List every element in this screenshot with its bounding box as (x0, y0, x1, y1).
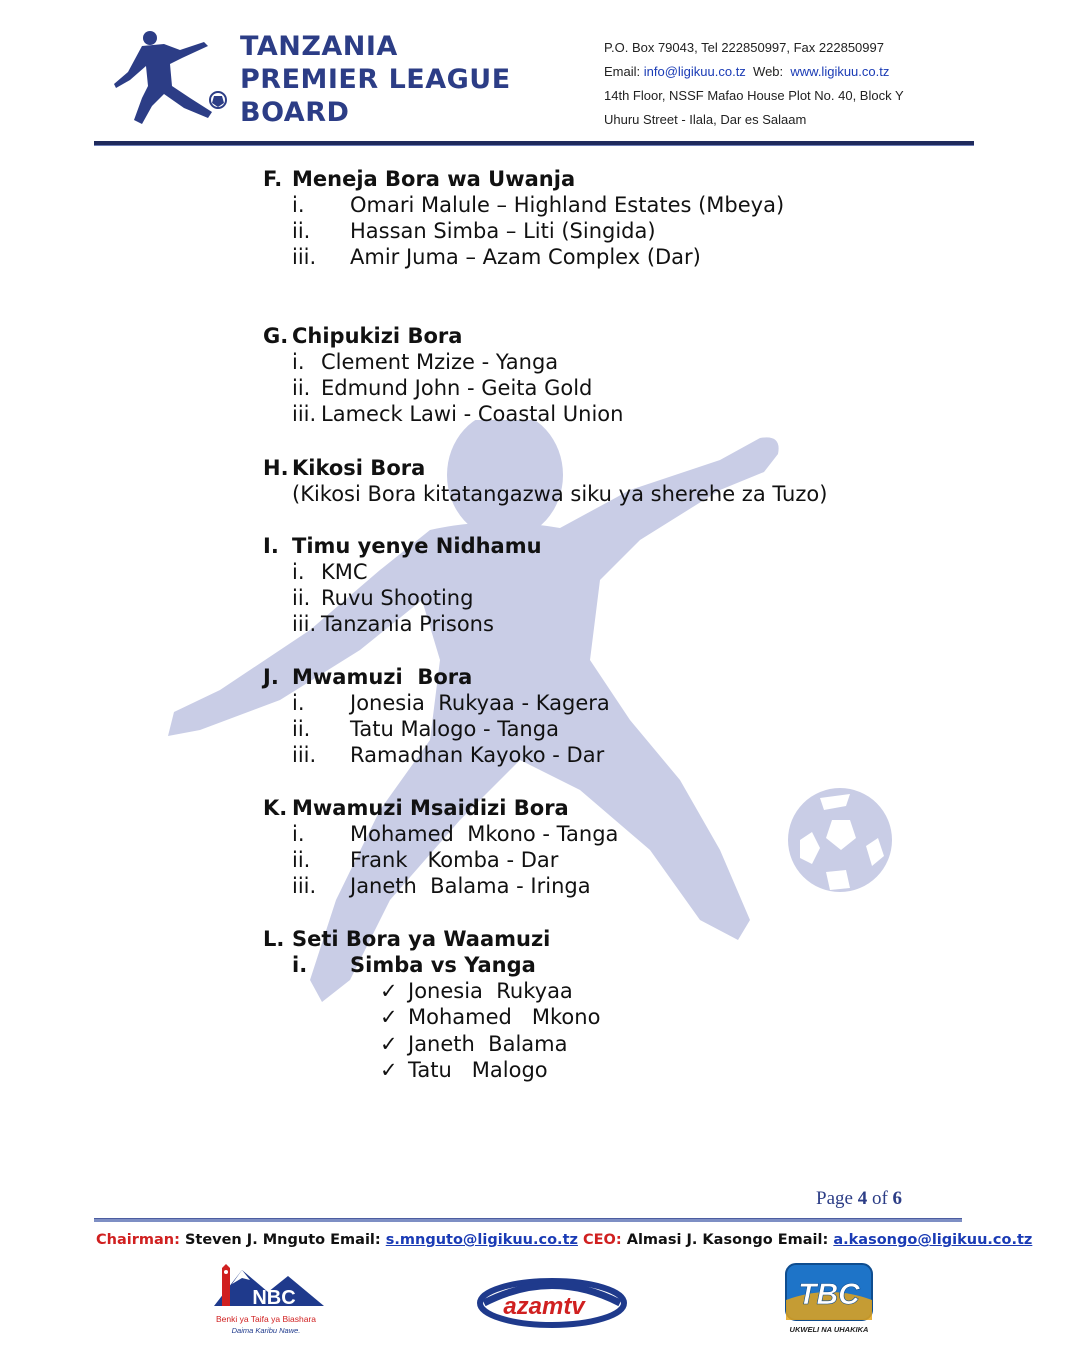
item-text: Mohamed Mkono - Tanga (350, 822, 619, 846)
page-number (816, 1188, 902, 1210)
contact-email-web-line (604, 60, 904, 84)
nbc-name: NBC (252, 1287, 296, 1309)
list-item (263, 821, 619, 847)
item-number: iii. (292, 402, 317, 427)
item-number: i. (292, 822, 305, 846)
list-item (263, 401, 624, 427)
page-total: 6 (892, 1188, 903, 1209)
azamtv-name: azamtv (503, 1293, 585, 1320)
tbc-tagline: UKWELI NA UHAKIKA (789, 1325, 869, 1334)
section-title: Mwamuzi Msaidizi Bora (292, 796, 569, 820)
section-heading (263, 533, 542, 559)
item-number: ii. (292, 848, 311, 873)
tbc-logo (782, 1262, 876, 1336)
tbc-name: TBC (798, 1278, 860, 1311)
referee-name: Janeth Balama (408, 1031, 568, 1056)
item-number: iii. (292, 612, 317, 637)
item-text: Clement Mzize - Yanga (321, 350, 559, 374)
item-text: Ramadhan Kayoko - Dar (350, 743, 605, 768)
list-item (263, 244, 701, 270)
referee-item (263, 1031, 568, 1057)
list-item (263, 611, 542, 637)
nbc-slogan: Daima Karibu Nawe. (231, 1326, 301, 1335)
referee-name: Jonesia Rukyaa (408, 979, 573, 1004)
referee-name: Tatu Malogo (408, 1057, 548, 1082)
nbc-tagline: Benki ya Taifa ya Biashara (215, 1314, 317, 1324)
item-text: Amir Juma – Azam Complex (Dar) (350, 245, 701, 270)
referee-name: Mohamed Mkono (408, 1005, 601, 1030)
footer-divider (94, 1218, 962, 1222)
ceo-name: Almasi J. Kasongo Email: (621, 1232, 834, 1248)
item-number: i. (292, 953, 308, 977)
referee-item (263, 1004, 601, 1030)
section-heading (263, 926, 550, 952)
item-text: KMC (321, 560, 368, 584)
list-item (263, 349, 559, 375)
referee-item (263, 1057, 550, 1083)
section-letter: H. (263, 456, 289, 480)
section-heading (263, 795, 569, 821)
section-title: Kikosi Bora (292, 456, 426, 480)
contact-block (604, 36, 904, 132)
section-title: Meneja Bora wa Uwanja (292, 167, 576, 191)
list-item (263, 218, 656, 244)
item-text: Edmund John - Geita Gold (321, 376, 593, 401)
item-number: ii. (292, 219, 311, 244)
section-title: Seti Bora ya Waamuzi (292, 927, 551, 951)
list-item (263, 192, 785, 218)
list-item (263, 873, 591, 899)
section-i (263, 533, 542, 638)
page-current: 4 (857, 1188, 868, 1209)
contact-web-link[interactable]: www.ligikuu.co.tz (790, 64, 890, 79)
item-number: ii. (292, 586, 311, 611)
section-f (263, 166, 785, 271)
item-text: Omari Malule – Highland Estates (Mbeya) (350, 193, 785, 217)
list-item (263, 716, 559, 742)
section-heading (263, 664, 472, 690)
match-title: Simba vs Yanga (350, 953, 536, 977)
contact-floor-line: 14th Floor, NSSF Mafao House Plot No. 40, Block Y (604, 88, 904, 103)
item-number: ii. (292, 717, 311, 742)
item-text: Lameck Lawi - Coastal Union (321, 402, 624, 427)
ceo-label: CEO: (577, 1232, 622, 1248)
section-k (263, 795, 619, 900)
item-number: i. (292, 350, 305, 374)
section-g (263, 323, 624, 428)
item-number: i. (292, 193, 305, 217)
section-j (263, 664, 610, 769)
section-title: Chipukizi Bora (292, 324, 463, 348)
item-text: Tatu Malogo - Tanga (350, 717, 559, 742)
list-item (263, 742, 605, 768)
checkmark-icon: ✓ (380, 1057, 398, 1082)
item-text: Frank Komba - Dar (350, 848, 559, 873)
checkmark-icon: ✓ (380, 1005, 398, 1030)
chairman-name: Steven J. Mnguto Email: (179, 1232, 386, 1248)
item-number: i. (292, 560, 305, 584)
section-title: Timu yenye Nidhamu (292, 534, 542, 558)
item-number: iii. (292, 245, 317, 270)
item-number: iii. (292, 743, 317, 768)
section-letter: F. (263, 167, 283, 191)
ceo-email-link[interactable]: a.kasongo@ligikuu.co.tz (833, 1232, 1033, 1248)
list-item (263, 847, 569, 873)
referee-item (263, 978, 573, 1004)
section-letter: J. (263, 665, 279, 689)
list-item (263, 559, 542, 585)
page-middle: of (867, 1188, 893, 1209)
item-number: i. (292, 691, 305, 715)
organisation-name (240, 30, 511, 129)
nbc-logo (208, 1262, 328, 1340)
list-item (263, 585, 542, 611)
checkmark-icon: ✓ (380, 979, 398, 1004)
item-text: Ruvu Shooting (321, 586, 474, 611)
page-prefix: Page (816, 1188, 858, 1209)
section-letter: G. (263, 324, 289, 348)
org-name-line-2: PREMIER LEAGUE (240, 64, 511, 95)
contact-address-line: P.O. Box 79043, Tel 222850997, Fax 222850997 (604, 40, 884, 55)
section-note-row (263, 481, 828, 507)
contact-email-link[interactable]: info@ligikuu.co.tz (643, 64, 746, 79)
header-divider (94, 141, 974, 146)
section-h (263, 455, 828, 507)
section-note: (Kikosi Bora kitatangazwa siku ya sherehe za Tuzo) (292, 482, 828, 506)
footer-contacts (96, 1232, 1032, 1248)
section-letter: K. (263, 796, 288, 820)
section-title: Mwamuzi Bora (292, 665, 473, 689)
match-row (263, 952, 550, 978)
contact-street-line: Uhuru Street - Ilala, Dar es Salaam (604, 112, 807, 127)
checkmark-icon: ✓ (380, 1031, 398, 1056)
item-text: Tanzania Prisons (321, 612, 494, 637)
contact-email-label: Email: (604, 64, 644, 79)
contact-web-label: Web: (745, 64, 791, 79)
list-item (263, 375, 593, 401)
azamtv-logo (476, 1272, 628, 1334)
item-number: iii. (292, 874, 317, 899)
section-letter: I. (263, 534, 279, 558)
chairman-label: Chairman: (96, 1232, 180, 1248)
section-heading (263, 455, 425, 481)
section-l (263, 926, 601, 1083)
chairman-email-link[interactable]: s.mnguto@ligikuu.co.tz (385, 1232, 578, 1248)
item-number: ii. (292, 376, 311, 401)
item-text: Jonesia Rukyaa - Kagera (350, 691, 610, 715)
section-heading (263, 323, 462, 349)
list-item (263, 690, 610, 716)
section-letter: L. (263, 927, 285, 951)
item-text: Hassan Simba – Liti (Singida) (350, 219, 656, 244)
org-name-line-3: BOARD (240, 97, 350, 128)
section-heading (263, 166, 575, 192)
footballer-logo-icon (112, 28, 232, 128)
org-name-line-1: TANZANIA (240, 31, 398, 62)
item-text: Janeth Balama - Iringa (350, 874, 591, 899)
